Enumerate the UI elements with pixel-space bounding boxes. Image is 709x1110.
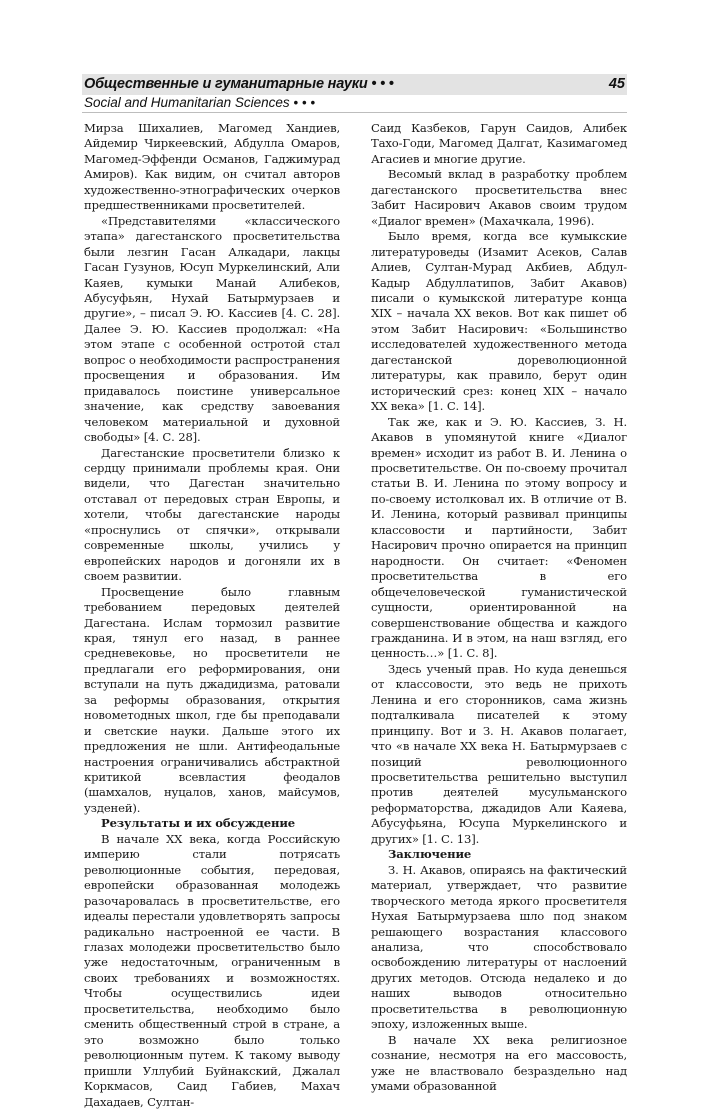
paragraph: Так же, как и Э. Ю. Кассиев, З. Н. Акавов в упомянутой книге «Диалог времен» исходит из работ В. И. Ленина о просветительстве. Он по-своему прочитал статьи В. И. Ленина по этому вопросу и по-своему истолковал их. В отличие от В. И. Ленина, который развивал принципы классовости и партийности, Забит Насирович прочно опирается на принцип народности. Он считает: «Феномен просветительства в его общечеловеческой гуманистической сущности, ориентированной на совершенствование общества и каждого гражданина. И в этом, на наш взгляд, его ценность…» [1. С. 8]. <box>371 414 627 661</box>
paragraph: Саид Казбеков, Гарун Саидов, Алибек Тахо-Годи, Магомед Далгат, Казимагомед Агасиев и многие другие. <box>371 121 627 166</box>
section-heading-conclusion: Заключение <box>388 847 472 862</box>
paragraph: В начале XX века, когда Российскую империю стали потрясать революционные события, передовая, европейски образованная молодежь разочаровалась в просветительстве, его идеалы перестали удовлетворять запросы радикально настроенной ее части. В глазах молодежи просветительство было уже недостаточным, ограниченным в своих требованиях и возможностях. Чтобы осуществились идеи просветительства, необходимо было сменить общественный строй в стране, а это возможно было только революционным путем. К такому выводу пришли Уллубий Буйнакский, Джалал Коркмасов, Саид Габиев, Махач Дахадаев, Султан- <box>84 831 340 1109</box>
paragraph: Здесь ученый прав. Но куда денешься от классовости, это ведь не прихоть Ленина и его сторонников, сама жизнь подталкивала писателей к этому принципу. Вот и З. Н. Акавов полагает, что «в начале XX века Н. Батырмурзаев с позиций революционного просветительства решительно выступил против деятелей мусульманского реформаторства, джадидов Али Каяева, Абусуфьяна, Юсупа Муркелинского и других» [1. С. 13]. <box>371 661 627 846</box>
left-column <box>84 121 340 1110</box>
journal-title-en: Social and Humanitarian Sciences • • • <box>84 95 316 110</box>
paragraph: Просвещение было главным требованием передовых деятелей Дагестана. Ислам тормозил развитие края, тянул его назад, в раннее средневековье, но просветители не предлагали его реформирования, они вступали на путь джадидизма, ратовали за реформы образования, открытия новометодных школ, где бы преподавали и светские науки. Дальше этого их предложения не шли. Антифеодальные настроения ограничивались абстрактной критикой всевластия феодалов (шамхалов, нуцалов, ханов, майсумов, узденей). <box>84 584 340 815</box>
paragraph: В начале XX века религиозное сознание, несмотря на его массовость, уже не властвовало безраздельно над умами образованной <box>371 1032 627 1094</box>
paragraph: Было время, когда все кумыкские литературоведы (Изамит Асеков, Салав Алиев, Султан-Мурад Акбиев, Абдул-Кадыр Абдуллатипов, Забит Акавов) писали о кумыкской литературе конца XIX – начала XX веков. Вот как пишет об этом Забит Насирович: «Большинство исследователей художественного метода дагестанской дореволюционной литературы, как правило, берут один исторический срез: конец XIX – начало XX века» [1. С. 14]. <box>371 229 627 414</box>
paragraph: Мирза Шихалиев, Магомед Хандиев, Айдемир Чиркеевский, Абдулла Омаров, Магомед-Эффенди Османов, Гаджимурад Амиров). Как видим, он считал авторов художественно-этнографических очерков предшественниками просветителей. <box>84 121 340 213</box>
page-number: 45 <box>608 76 625 92</box>
paragraph: Весомый вклад в разработку проблем дагестанского просветительства внес Забит Насирович Акавов своим трудом «Диалог времен» (Махачкала, 1996). <box>371 167 627 228</box>
journal-title-ru: Общественные и гуманитарные науки • • • <box>84 76 394 92</box>
running-header <box>82 74 627 113</box>
paragraph: Дагестанские просветители близко к сердцу принимали проблемы края. Они видели, что Дагестан значительно отставал от передовых стран Европы, и хотели, чтобы дагестанские народы «проснулись от спячки», открывали современные школы, учились у европейских народов и догоняли их в своем развитии. <box>84 445 340 584</box>
right-column <box>371 121 627 1095</box>
paragraph: «Представителями «классического этапа» дагестанского просветительства были лезгин Гасан Алкадари, лакцы Гасан Гузунов, Юсуп Муркелинский, Али Каяев, кумыки Манай Алибеков, Абусуфьян, Нухай Батырмурзаев и другие», – писал Э. Ю. Кассиев [4. С. 28]. Далее Э. Ю. Кассиев продолжал: «На этом этапе с особенной остротой стал вопрос о необходимости распространения просвещения и образования. Им придавалось поистине универсальное значение, как средству завоевания человеком материальной и духовной свободы» [4. С. 28]. <box>84 213 340 445</box>
section-heading-results: Результаты и их обсуждение <box>101 816 295 831</box>
paragraph: З. Н. Акавов, опираясь на фактический материал, утверждает, что развитие творческого метода яркого просветителя Нухая Батырмурзаева шло под знаком решающего возрастания классового анализа, что способствовало освобождению литературы от наслоений других методов. Отсюда недалеко и до наших выводов относительно просветительства в революционную эпоху, изложенных выше. <box>371 862 627 1032</box>
